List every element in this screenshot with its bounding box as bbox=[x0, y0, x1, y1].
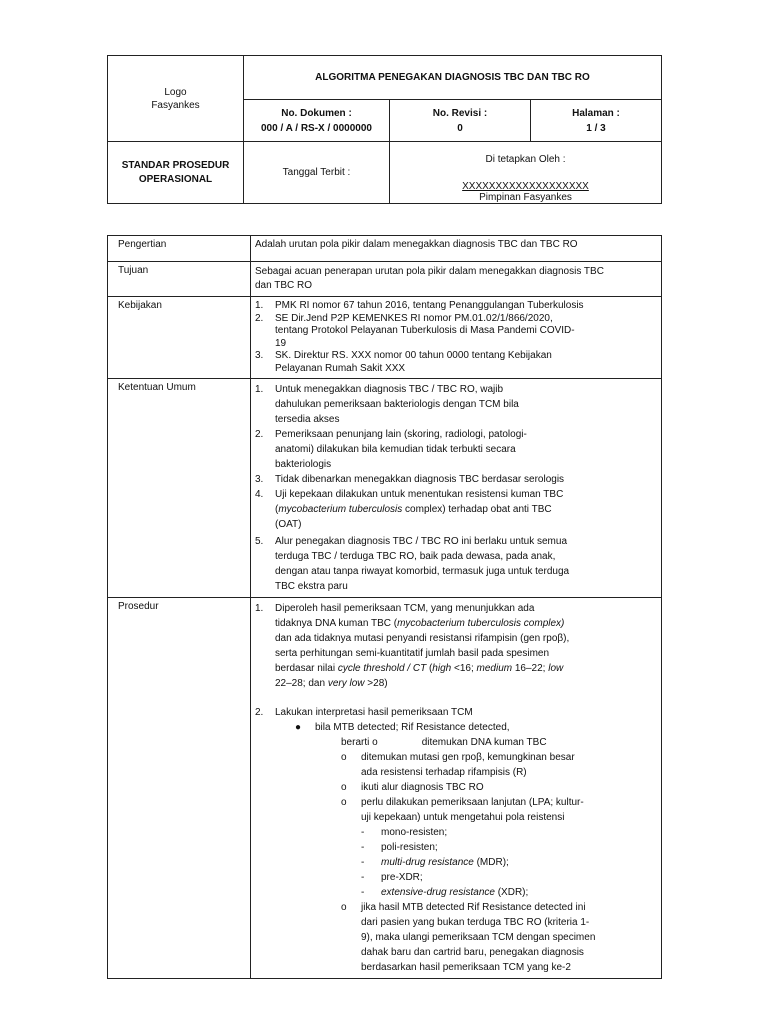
sop-cell bbox=[108, 142, 244, 204]
sub-item: o ikuti alur diagnosis TBC RO bbox=[341, 782, 484, 793]
list-item: 1. PMK RI nomor 67 tahun 2016, tentang Penanggulangan Tuberkulosis bbox=[255, 300, 584, 311]
sub-item: o jika hasil MTB detected Rif Resistance detected ini bbox=[341, 902, 586, 913]
tujuan-line2: dan TBC RO bbox=[255, 280, 313, 291]
dash-icon: - bbox=[361, 887, 365, 898]
label-ketentuan-umum: Ketentuan Umum bbox=[108, 379, 251, 598]
row-ketentuan-umum bbox=[108, 379, 662, 598]
logo-label: Logo bbox=[164, 86, 187, 98]
list-item: 5. Alur penegakan diagnosis TBC / TBC RO ini berlaku untuk semua bbox=[255, 536, 568, 547]
dash-item: - mono-resisten; bbox=[361, 827, 448, 838]
sub-item: o perlu dilakukan pemeriksaan lanjutan (LPA; kultur- bbox=[341, 797, 584, 808]
doc-number-label: No. Dokumen : bbox=[281, 107, 352, 119]
page-cell bbox=[531, 100, 662, 142]
bullet-item: ● bila MTB detected; Rif Resistance detected, bbox=[295, 722, 510, 733]
list-item: 3. Tidak dibenarkan menegakkan diagnosis TBC berdasar serologis bbox=[255, 474, 565, 485]
label-pengertian: Pengertian bbox=[108, 236, 251, 262]
sop-title-line1: STANDAR PROSEDUR bbox=[121, 160, 230, 171]
dash-icon: - bbox=[361, 872, 365, 883]
list-item: 3. SK. Direktur RS. XXX nomor 00 tahun 0000 tentang Kebijakan bbox=[255, 350, 552, 361]
row-kebijakan bbox=[108, 297, 662, 379]
page-value: 1 / 3 bbox=[586, 122, 606, 134]
list-item: 1. Diperoleh hasil pemeriksaan TCM, yang menunjukkan ada bbox=[255, 603, 535, 614]
revision-cell bbox=[390, 100, 531, 142]
row-pengertian bbox=[108, 236, 662, 262]
sop-body-table bbox=[107, 235, 662, 979]
sub-item: o ditemukan mutasi gen rpoβ, kemungkinan besar bbox=[341, 752, 575, 763]
circle-bullet-icon: o bbox=[341, 752, 347, 763]
label-prosedur: Prosedur bbox=[108, 598, 251, 979]
logo-sublabel: Fasyankes bbox=[151, 99, 200, 111]
list-prosedur: 1. Diperoleh hasil pemeriksaan TCM, yang menunjukkan ada tidaknya DNA kuman TBC (mycobacterium tuberculosis complex) dan ada tidaknya mutasi penyandi resistansi rifampisin (gen rpoβ), serta perhitungan semi-kuantitatif jumlah basil pada spesimen berdasar nilai cycle threshold / CT (high <16; medium 16–22; low 22–28; dan very low >28) 2. Lakukan interpretasi hasil pemeriksaan TCM ● bila MTB detected; Rif Resistance detected, berarti o ditemukan DNA kuman TBC o ditemukan mutasi gen rpoβ, kemungkinan besar ada resistensi terhadap rifampisis (R) o ikuti alur diagnosis TBC RO o perlu dilakukan pemeriksaan lanjutan (LPA; kultur- uji kepekaan) untuk mengetahui pola reistensi - mono-resisten; - poli-resisten; - multi-drug resistance (MDR); - pre-XDR; - extensive-drug resistance (XDR); o jika hasil MTB detected Rif Resistance detected ini dari pasien yang bukan terduga TBC RO (kriteria 1- 9), maka ulangi pemeriksaan TCM dengan specimen dahak baru dan cartrid baru, penegakan diagnosis berdasarkan hasil pemeriksaan TCM yang ke-2 bbox=[251, 598, 662, 979]
tujuan-line1: Sebagai acuan penerapan urutan pola pikir dalam menegakkan diagnosis TBC bbox=[255, 266, 604, 277]
list-ketentuan-umum: 1. Untuk menegakkan diagnosis TBC / TBC RO, wajib dahulukan pemeriksaan bakteriologis dengan TCM bila tersedia akses 2. Pemeriksaan penunjang lain (skoring, radiologi, patologi- anatomi) dilakukan bila kemudian tidak terbukti secara bakteriologis 3. Tidak dibenarkan menegakkan diagnosis TBC berdasar serologis 4. Uji kepekaan dilakukan untuk menentukan resistensi kuman TBC (mycobacterium tuberculosis complex) terhadap obat anti TBC (OAT) 5. Alur penegakan diagnosis TBC / TBC RO ini berlaku untuk semua terduga TBC / terduga TBC RO, baik pada dewasa, pada anak, dengan atau tanpa riwayat komorbid, termasuk juga untuk terduga TBC ekstra paru bbox=[251, 379, 662, 598]
row-tujuan bbox=[108, 262, 662, 297]
text-tujuan bbox=[251, 262, 662, 297]
list-item: 2. Pemeriksaan penunjang lain (skoring, radiologi, patologi- bbox=[255, 429, 527, 440]
list-item: 2. Lakukan interpretasi hasil pemeriksaan TCM bbox=[255, 707, 473, 718]
dash-icon: - bbox=[361, 857, 365, 868]
approval-cell bbox=[390, 142, 662, 204]
revision-label: No. Revisi : bbox=[432, 107, 488, 119]
list-item: 4. Uji kepekaan dilakukan untuk menentukan resistensi kuman TBC bbox=[255, 489, 564, 500]
circle-bullet-icon: o bbox=[341, 797, 347, 808]
dash-icon: - bbox=[361, 827, 365, 838]
text-pengertian: Adalah urutan pola pikir dalam menegakkan diagnosis TBC dan TBC RO bbox=[251, 236, 662, 262]
circle-bullet-icon: o bbox=[341, 902, 347, 913]
approver-title: Pimpinan Fasyankes bbox=[479, 192, 572, 203]
header-table bbox=[107, 55, 662, 204]
sop-title-line2: OPERASIONAL bbox=[138, 174, 213, 185]
dash-item: - pre-XDR; bbox=[361, 872, 423, 883]
label-tujuan: Tujuan bbox=[108, 262, 251, 297]
dash-icon: - bbox=[361, 842, 365, 853]
logo-cell bbox=[108, 56, 244, 142]
approver-name: XXXXXXXXXXXXXXXXXXX bbox=[462, 181, 589, 192]
revision-value: 0 bbox=[457, 122, 463, 134]
issue-date-label: Tanggal Terbit : bbox=[282, 167, 351, 178]
dash-item: - poli-resisten; bbox=[361, 842, 438, 853]
circle-bullet-icon: o bbox=[341, 782, 347, 793]
doc-number-value: 000 / A / RS-X / 0000000 bbox=[261, 122, 372, 134]
row-prosedur bbox=[108, 598, 662, 979]
dash-item: - multi-drug resistance (MDR); bbox=[361, 857, 509, 868]
list-kebijakan: 1. PMK RI nomor 67 tahun 2016, tentang Penanggulangan Tuberkulosis 2. SE Dir.Jend P2P KEMENKES RI nomor PM.01.02/1/866/2020, tentang Protokol Pelayanan Tuberkulosis di Masa Pandemi COVID- 19 3. SK. Direktur RS. XXX nomor 00 tahun 0000 tentang Kebijakan Pelayanan Rumah Sakit XXX bbox=[251, 297, 662, 379]
doc-number-cell bbox=[244, 100, 390, 142]
label-kebijakan: Kebijakan bbox=[108, 297, 251, 379]
dash-item: - extensive-drug resistance (XDR); bbox=[361, 887, 529, 898]
list-item: 1. Untuk menegakkan diagnosis TBC / TBC RO, wajib bbox=[255, 384, 504, 395]
approved-by-label: Di tetapkan Oleh : bbox=[485, 154, 566, 165]
bullet-icon: ● bbox=[295, 722, 302, 733]
page-label: Halaman : bbox=[572, 107, 620, 119]
list-item: 2. SE Dir.Jend P2P KEMENKES RI nomor PM.01.02/1/866/2020, bbox=[255, 312, 553, 324]
document-title: ALGORITMA PENEGAKAN DIAGNOSIS TBC DAN TBC RO bbox=[244, 56, 662, 100]
issue-date-cell bbox=[244, 142, 390, 204]
